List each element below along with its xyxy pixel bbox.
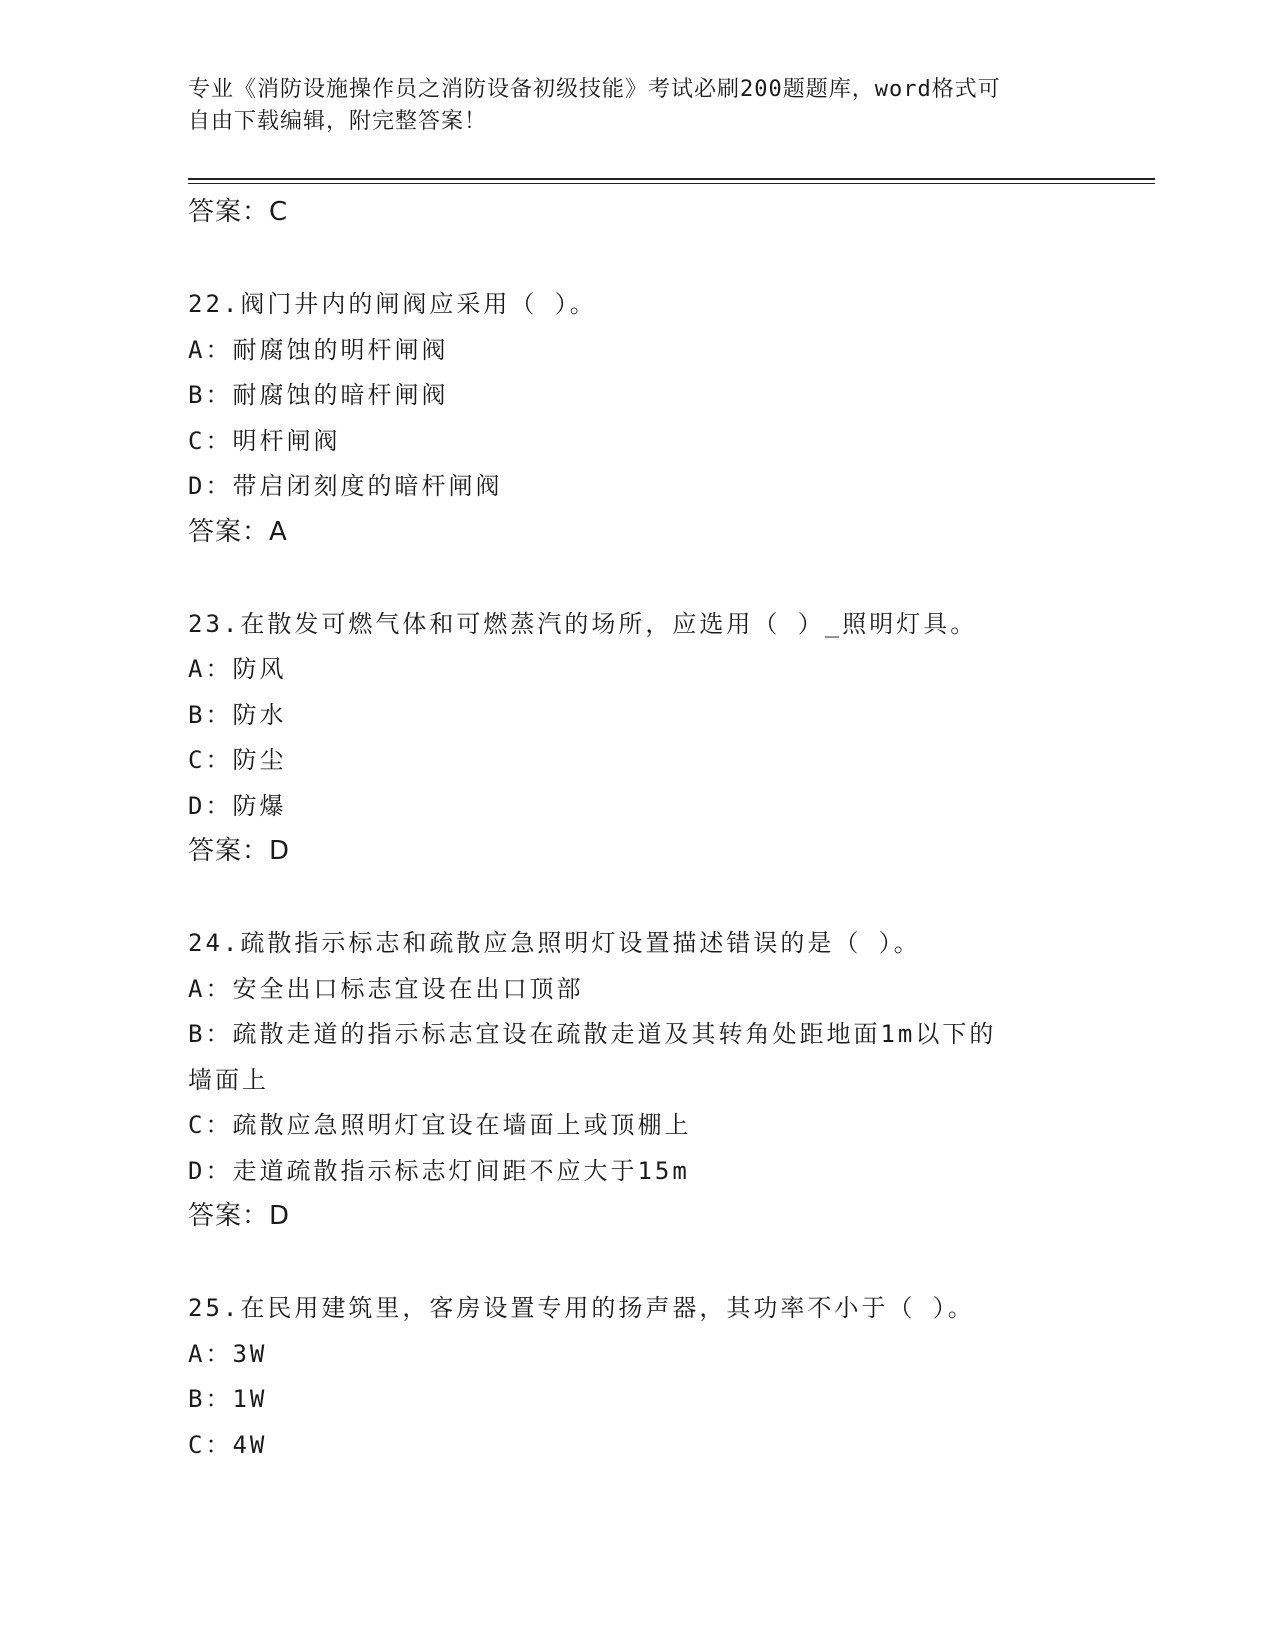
option-a: A：耐腐蚀的明杆闸阀	[188, 335, 449, 364]
option-c: C：明杆闸阀	[188, 426, 341, 455]
header-line-2: 自由下载编辑，附完整答案！	[188, 109, 488, 134]
option-d: D：带启闭刻度的暗杆闸阀	[188, 472, 503, 500]
option-d: D：防爆	[188, 791, 287, 820]
header-divider-thick	[188, 178, 1155, 180]
answer-line: 答案：C	[188, 197, 289, 227]
question-list	[188, 190, 1068, 1468]
option-b: B：防水	[188, 700, 287, 729]
question-stem: 25.在民用建筑里，客房设置专用的扬声器，其功率不小于（ ）。	[188, 1294, 975, 1322]
option-a: A：防风	[188, 655, 287, 683]
option-b: B：1W	[188, 1385, 268, 1413]
option-d: D：走道疏散指示标志灯间距不应大于15m	[188, 1156, 690, 1185]
question-22	[188, 282, 1068, 554]
option-c: C：防尘	[188, 746, 287, 774]
answer-line: 答案：D	[188, 1201, 291, 1231]
answer-line: 答案：A	[188, 516, 288, 547]
option-b-continued: 墙面上	[188, 1065, 269, 1094]
option-a: A：3W	[188, 1339, 268, 1368]
option-c: C：疏散应急照明灯宜设在墙面上或顶棚上	[188, 1111, 692, 1139]
header-line-1: 专业《消防设施操作员之消防设备初级技能》考试必刷200题题库，word格式可	[188, 77, 1001, 102]
question-stem: 23.在散发可燃气体和可燃蒸汽的场所，应选用（ ）_照明灯具。	[188, 609, 978, 638]
option-b: B：疏散走道的指示标志宜设在疏散走道及其转角处距地面1m以下的	[188, 1020, 997, 1048]
document-header	[188, 74, 1068, 138]
question-stem: 22.阀门井内的闸阀应采用（ ）。	[188, 290, 597, 318]
question-stem: 24.疏散指示标志和疏散应急照明灯设置描述错误的是（ ）。	[188, 929, 921, 957]
answer-line: 答案：D	[188, 836, 291, 866]
option-c: C：4W	[188, 1430, 268, 1459]
header-divider-thin	[188, 183, 1155, 184]
option-a: A：安全出口标志宜设在出口顶部	[188, 974, 584, 1003]
question-25	[188, 1286, 1068, 1468]
question-23	[188, 602, 1068, 874]
option-b: B：耐腐蚀的暗杆闸阀	[188, 381, 449, 409]
question-24	[188, 921, 1068, 1238]
